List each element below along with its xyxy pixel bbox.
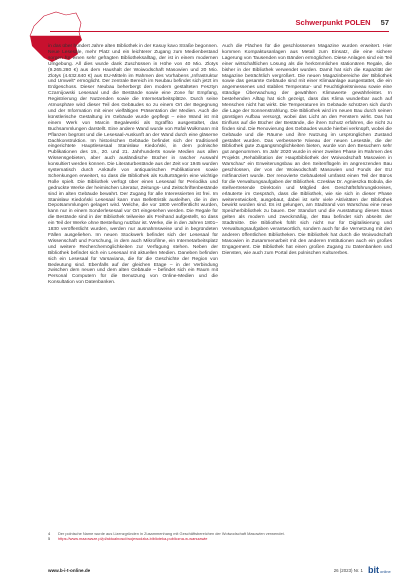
footnotes [48,531,392,541]
footnote-number: 4 [48,531,51,536]
page-header [296,18,389,27]
section-title: Schwerpunkt POLEN [295,18,371,27]
body-text-left: in das über hundert Jahre alten Bibliothek in der Kasuy kavo Straße begonnen. Neue Lesesäle, mehr Platz und ein leichterer Zugang zum Medienbestand sorgen für einen sehr gefragten Bibliotheksalltag, der ist in einem modernen Umgebung. All dies wurde dank Zuschüssen in Höhe von 40 Mio. Zlotys (9.265.280 €) aus dem Haushalt der Woiwodschaft Masowien und 20 Mio. Zlotys (4.632.640 €) aus EU-Mitteln im Rahmen des Vorhabens „Infrastruktur und Umwelt“ ermöglicht. Der zentrale Bereich im Neubau befindet sich jetzt im Erdgeschoss. Dieser Neubau beherbergt den modern gestalteten Fesztyn Czarnijowski Lesesaal und die Bestände sowie eine Zone für Empfang, Registrierung der Nutzenden sowie die Internetarbeitsplätze. Durch seine Atmosphäre wird dieser Teil des Gebäudes so zu einem Ort der Begegnung und der Information mit einer vielfältigen Präsentation der Medien. Auch die künstlerische Gestaltung im Gebäude wurde gepflegt – eine Wand ist mit einem Werk von Marcin Begalewski als Sgraffito ausgestaltet, das Buchsammlungen darstellt. Eine andere Wand wurde von Rafał Wołkmann mit Pflanzen begrünt und die Lesesaal-Auskunft an der Wand durch eine gläserne Dachkonstruktion. Im historischen Gebäude befindet sich der traditionell eingerichtete Hauptlesesaal Stanisław Kiedoński, in dem polnische Publikationen des 19., 20. und 21. Jahrhunderts sowie Medien aus allen Wissensgebieten, aber auch ausländische Bücher in rascher Auswahl konsultiert werden können. Die Literaturbestände aus der Zeit vor 1945 wurden systematisch durch Ankäufe von antiquarischen Publikationen sowie Schenkungen erweitert, so dass die Bibliothek als Kulturträgerin eine wichtige Rolle spielt. Die Bibliothek verfügt über einen Lesesaal für Periodika und gedruckte Werke der heimischen Literatur, Zeitungs- und Zeitschriftenbestände sind im alten Gebäude bewahrt. Der Zugang für alle Interessierten ist frei. Im Stanisław Kiedoński Lesesaal kann man Bellettristik ausleihen, die in den Depotsammlungen gelagert wird. Welche, die vor 1800 veröffentlicht wurden, kann nur in einem Sonderlesesaal vor Ort eingesehen werden. Die Regale für die Bestände sind in der Bibliothek teilweise als Freihand aufgestellt, so dass ein Teil der Werke ohne Bestellung nutzbar ist. Werke, die in den Jahren 1801–1830 veröffentlicht wurden, werden nur ausnahmsweise und in begründeten Fällen ausgeliehen. Im neuen Stockwerk befindet sich der Lesesaal für Wissenschaft und Forschung, in dem auch Mikrofilme, ein Internetarbeitsplatz und weitere Recherchemöglichkeiten zur Verfügung stehen. Neben der Bibliothek befindet sich ein Lesesaal mit aktuellen Medien. Daneben befinden sich ein Lesesaal für Varsaviana, die für die Geschichte der Region von Bedeutung sind. Ebenfalls auf der gleichen Etage – in der Verbindung zwischen dem neuen und dem alten Gebäude – befindet sich ein Raum mit Personal Computern für die Benutzung von Online-Medien und die Konsultation von Datenbanken. [48,44,218,286]
footnote [48,536,392,541]
body-text-right: Auch die Flächen für die geschlossenen Magazine wurden erweitert. Hier kommen Kompaktusanlagen aus Metall zum Einsatz, die eine sichere Lagerung von Tausenden von Bänden ermöglichen. Diese Anlagen sind ein Teil einer wirtschaftlichen Lösung als die herkömmlichen stationären Regale, die bisher in der Bibliothek verwendet wurden. Damit hat sich die Kapazität der Magazine beträchtlich vergrößert. Die neuen Magazinbereiche der Bibliothek sowie das gesamte Gebäude sind mit einer Klimaanlage ausgestattet, die ein angemessenes und stabiles Temperatur- und Feuchtigkeitsniveau sowie eine ständige Überwachung der gewählten Klimawerte gewährleistet. In bestehenden Alltag hat sich gezeigt, dass das Klima wunderbar auch auf Menschen nicht hat wirkt. Die Temperaturen im Gebäude schützen sich durch die Lage der Sonnenstrahlung. Die Bibliothek wird im neuen Bau durch seinen günstigen Aufbau versorgt, wobei das Licht an den Fenstern wirkt. Das hat Einfluss auf die Bücher der Bestände, die ihren Schutz erfahren, die nicht zu finden sind. Die Renovierung des Gebäudes wurde hierbei verknüpft, wobei die Gebäude und die Räume und ihre Nutzung im ursprünglichen Zustand gestaltet wurden. Das verbesserte Niveau der neuen Lesesäle, die der Bibliothek gute Zugangsmöglichkeiten bieten, wurde von den Besuchern sehr gut angenommen. Im Jahr 2020 wurde in einer zweiten Phase im Rahmen des Projekts „Rehabilitation der Hauptbibliothek der Woiwodschaft Masowien in Warschau“ ein Erweiterungsbau an den Seitenflügeln im angrenzenden Bau geschlossen, der von der Woiwodschaft Masowien und Fonds der EU mitfinanziert wurde. Der renovierte Gebäudeteil umfasst einen Teil der Büros für die Verwaltungsaufgaben der Bibliothek. Czesław Dr. Agnieszka Bobula, die stellvertretende Direktorin und Mitglied des Geschäftsführungskreises, erläuterte im Gespräch, dass die Bibliothek, wie sie sich in dieser Phase weiterentwickelt, ausgebaut, dabei ist sehr viele Aktivitäten der Bibliothek bewirkt worden sind. Es ist gelungen, am Stadtrand von Warschau eine neue Speicherbibliothek zu bauen. Der Standort und die Ausstattung dieses Baus gelten als modern und zweckmäßig, der Bau befindet sich abseits der Stadtmitte. Die Bibliothek fühlt sich nicht nur für Digitalisierung und Verwaltungsaufgaben verantwortlich, sondern auch für die Vernetzung mit den anderen öffentlichen Bibliotheken. Die Bibliothek hat durch die Woiwodschaft Masowien in Zusammenarbeit mit den anderen Institutionen auch ein großes Engagement. Die Bibliothek hat einen großen Zugang zu Datenbanken und Diensten, wie auch zum Portal des polnischen Kulturerbes. [222,44,393,256]
footer-website-link[interactable]: www.b-i-t-online.de [48,568,91,573]
svg-text:online: online [380,569,391,574]
page-number: 57 [380,18,389,27]
issue-label: 26 (2023) Nr. 1 [333,567,363,573]
footnote-link[interactable]: https://www.mazowsze.pl/pl/aktualnosci/wojewodzka-biblioteka-publiczna-w-warszawie [58,536,208,541]
footnote-number: 5 [48,536,51,541]
footer-right [334,564,389,576]
bit-online-logo-icon [367,564,389,576]
body-column-left [48,44,218,524]
header-rule [50,31,389,32]
footnote-text: Der polnische Name wurde aus Lizenzgründen in Zusammenhang mit Geschäftsbereichen der Woiwodschaft Masowien verwendet. [58,531,285,536]
body-column-right [222,44,392,524]
svg-text:bit: bit [368,565,379,575]
